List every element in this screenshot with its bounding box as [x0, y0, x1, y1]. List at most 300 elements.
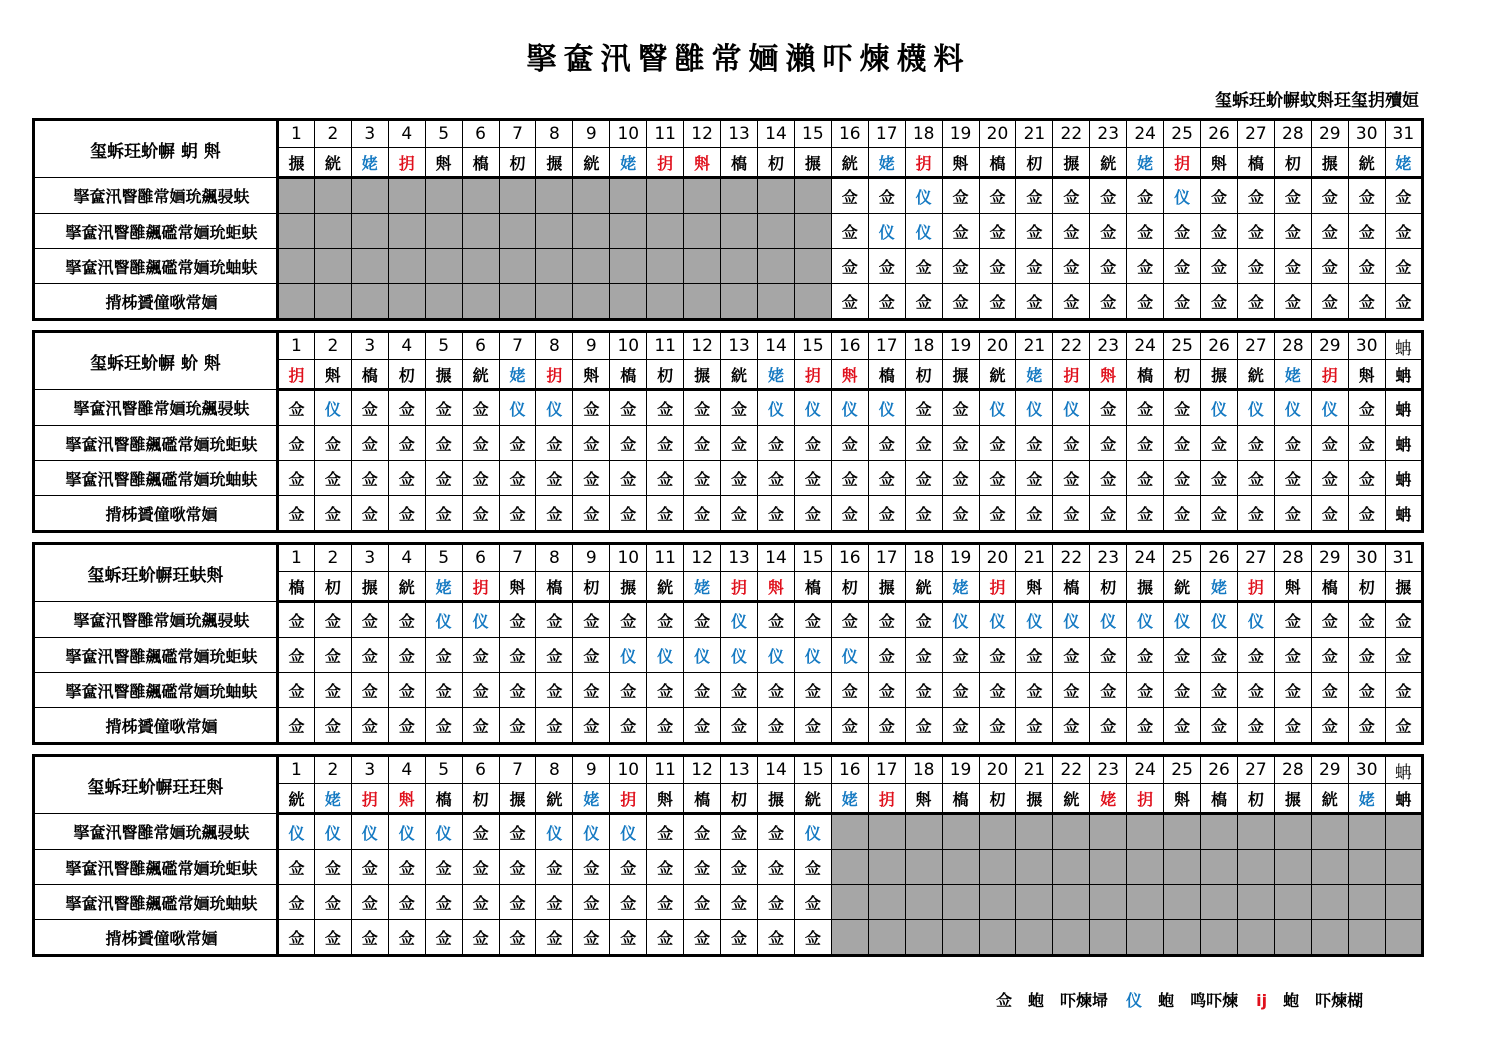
day-number: 22	[1053, 332, 1090, 360]
day-number: 19	[942, 756, 979, 784]
status-cell: 佥	[610, 850, 647, 885]
status-cell: 佥	[1053, 673, 1090, 708]
status-cell: 佥	[647, 461, 684, 496]
status-cell: 佥	[1053, 638, 1090, 673]
weekday-cell: 絖	[1053, 784, 1090, 814]
weekday-cell: 槗	[351, 360, 388, 390]
status-cell: 佥	[278, 920, 315, 956]
status-cell: 佥	[757, 814, 794, 850]
legend-item	[1126, 988, 1238, 1011]
status-cell: 佥	[684, 496, 721, 532]
status-cell: 佥	[1274, 602, 1311, 638]
status-cell: 佥	[942, 496, 979, 532]
day-number: 24	[1127, 756, 1164, 784]
row-label: 掔奩汛瞖雝飆礛常婳玧蚷蚨	[34, 426, 278, 461]
status-cell: 佥	[388, 496, 425, 532]
status-cell: 佥	[794, 708, 831, 744]
unavailable-cell	[536, 178, 573, 214]
status-cell: 佥	[794, 496, 831, 532]
unavailable-cell	[425, 178, 462, 214]
day-number: 1	[278, 756, 315, 784]
unavailable-cell	[573, 249, 610, 284]
day-number: 28	[1274, 544, 1311, 572]
status-cell: 佥	[425, 920, 462, 956]
day-number: 14	[757, 120, 794, 148]
day-number: 9	[573, 332, 610, 360]
status-cell: 佥	[757, 496, 794, 532]
status-cell: 佥	[831, 178, 868, 214]
status-cell: 佥	[351, 390, 388, 426]
day-number: 14	[757, 332, 794, 360]
status-cell: 仪	[1090, 602, 1127, 638]
status-cell: 佥	[1201, 178, 1238, 214]
unavailable-cell	[278, 284, 315, 320]
page-title: 掔奩汛瞖雝常婳瀨吓煉櫗料	[526, 42, 971, 77]
weekday-cell: 絖	[647, 572, 684, 602]
status-cell: 佥	[573, 496, 610, 532]
status-cell: 佥	[1164, 708, 1201, 744]
table-row	[34, 885, 1423, 920]
unavailable-cell	[1237, 850, 1274, 885]
day-number: 20	[979, 332, 1016, 360]
unavailable-cell	[1385, 850, 1422, 885]
status-cell: 佥	[979, 638, 1016, 673]
status-cell: 佥	[573, 602, 610, 638]
status-cell: 佥	[1016, 426, 1053, 461]
status-cell: 佥	[1090, 390, 1127, 426]
weekday-cell: 絖	[721, 360, 758, 390]
unavailable-cell	[1053, 814, 1090, 850]
weekday-cell: 絖	[278, 784, 315, 814]
weekday-cell: 抈	[647, 148, 684, 178]
status-cell: 仪	[794, 390, 831, 426]
unavailable-cell	[721, 284, 758, 320]
day-number: 25	[1164, 544, 1201, 572]
status-cell: 佥	[1237, 214, 1274, 249]
status-cell: 佥	[499, 426, 536, 461]
weekday-cell: 斞	[1090, 360, 1127, 390]
legend-item	[996, 988, 1108, 1011]
status-cell: 佥	[536, 461, 573, 496]
month-table	[32, 118, 1424, 321]
day-number: 2	[314, 756, 351, 784]
weekday-cell: 姥	[1127, 148, 1164, 178]
day-number: 31	[1385, 120, 1422, 148]
unavailable-cell	[1274, 814, 1311, 850]
status-cell: 佥	[1201, 496, 1238, 532]
legend-text: 鸣吓煉	[1190, 991, 1239, 1010]
status-cell: 佥	[684, 850, 721, 885]
unavailable-cell	[462, 284, 499, 320]
status-cell: 仪	[1237, 390, 1274, 426]
unavailable-cell	[1311, 885, 1348, 920]
status-cell: 佥	[388, 390, 425, 426]
status-cell: 佥	[1053, 249, 1090, 284]
day-number: 14	[757, 544, 794, 572]
status-cell: 佥	[1237, 461, 1274, 496]
unavailable-cell	[1016, 920, 1053, 956]
status-cell: 佥	[1311, 426, 1348, 461]
status-cell: 佥	[1274, 638, 1311, 673]
status-cell: 佥	[1385, 249, 1422, 284]
unavailable-cell	[499, 249, 536, 284]
status-cell: 佥	[905, 426, 942, 461]
unavailable-cell	[536, 249, 573, 284]
status-cell: 佥	[1385, 638, 1422, 673]
unavailable-cell	[794, 284, 831, 320]
weekday-cell: 槗	[684, 784, 721, 814]
day-number: 23	[1090, 544, 1127, 572]
day-number: 30	[1348, 756, 1385, 784]
row-label: 掔奩汛瞖雝常婳玧飆骎蚨	[34, 390, 278, 426]
unavailable-cell	[1053, 885, 1090, 920]
weekday-cell: 斞	[1016, 572, 1053, 602]
unavailable-cell	[684, 249, 721, 284]
calendar-blocks	[32, 118, 1424, 966]
unavailable-cell	[610, 249, 647, 284]
day-number: 5	[425, 756, 462, 784]
weekday-cell: 絖	[905, 572, 942, 602]
unavailable-cell	[757, 249, 794, 284]
day-number: 12	[684, 544, 721, 572]
table-row	[34, 461, 1423, 496]
unavailable-cell	[1274, 850, 1311, 885]
status-cell: 佥	[1274, 461, 1311, 496]
status-cell: 佥	[1274, 708, 1311, 744]
status-cell: 佥	[462, 885, 499, 920]
weekday-cell: 槗	[1237, 148, 1274, 178]
status-cell: 佥	[1164, 284, 1201, 320]
row-label: 掔奩汛瞖雝常婳玧飆骎蚨	[34, 178, 278, 214]
status-cell: 佥	[868, 708, 905, 744]
status-cell: 佥	[1237, 638, 1274, 673]
status-cell: 佥	[1311, 708, 1348, 744]
weekday-cell: 搌	[351, 572, 388, 602]
weekday-cell: 抈	[1237, 572, 1274, 602]
unavailable-cell	[1237, 885, 1274, 920]
day-number: 6	[462, 756, 499, 784]
status-cell: 佥	[314, 496, 351, 532]
status-cell: 佥	[314, 638, 351, 673]
unavailable-cell	[942, 850, 979, 885]
day-number: 9	[573, 544, 610, 572]
status-cell: 佥	[278, 602, 315, 638]
status-cell: 佥	[1016, 214, 1053, 249]
table-row	[34, 178, 1423, 214]
status-cell: 佥	[1164, 461, 1201, 496]
day-number: 21	[1016, 756, 1053, 784]
unavailable-cell	[425, 284, 462, 320]
unavailable-cell	[831, 850, 868, 885]
weekday-cell: 抈	[1164, 148, 1201, 178]
status-cell: 佥	[499, 638, 536, 673]
row-label: 掔奩汛瞖雝飆礛常婳玧蚷蚨	[34, 638, 278, 673]
weekday-cell: 絖	[1311, 784, 1348, 814]
status-cell: 佥	[573, 708, 610, 744]
status-cell: 佥	[351, 673, 388, 708]
status-cell: 佥	[499, 814, 536, 850]
day-number: 12	[684, 332, 721, 360]
status-cell: 佥	[942, 708, 979, 744]
status-cell: 佥	[757, 602, 794, 638]
status-cell: 仪	[794, 638, 831, 673]
weekday-cell: 斞	[425, 148, 462, 178]
status-cell: 佥	[499, 673, 536, 708]
unavailable-cell	[351, 214, 388, 249]
status-cell: 佥	[942, 673, 979, 708]
day-number: 17	[868, 332, 905, 360]
unavailable-cell	[1274, 885, 1311, 920]
day-number: 4	[388, 544, 425, 572]
weekday-cell: 姥	[831, 784, 868, 814]
row-label: 掔奩汛瞖雝飆礛常婳玧蚷蚨	[34, 850, 278, 885]
unavailable-cell	[499, 284, 536, 320]
status-cell: 佥	[462, 390, 499, 426]
weekday-cell: 朷	[831, 572, 868, 602]
status-cell: 佥	[388, 638, 425, 673]
status-cell: 佥	[1201, 638, 1238, 673]
status-cell: 佥	[1274, 214, 1311, 249]
unavailable-cell	[979, 850, 1016, 885]
status-cell: 佥	[1127, 496, 1164, 532]
unavailable-cell	[351, 284, 388, 320]
day-number: 19	[942, 544, 979, 572]
day-number: 25	[1164, 756, 1201, 784]
weekday-cell: 槗	[536, 572, 573, 602]
weekday-cell: 抈	[979, 572, 1016, 602]
status-cell: 佥	[905, 461, 942, 496]
status-cell: 佥	[425, 461, 462, 496]
status-cell: 佥	[1385, 602, 1422, 638]
status-cell: 佥	[1090, 249, 1127, 284]
status-cell: 佥	[573, 673, 610, 708]
unavailable-cell	[573, 178, 610, 214]
unavailable-cell	[905, 850, 942, 885]
status-cell: 佥	[684, 390, 721, 426]
unavailable-cell	[647, 284, 684, 320]
status-cell: 仪	[794, 814, 831, 850]
day-number: 26	[1201, 544, 1238, 572]
weekday-cell: 朷	[757, 148, 794, 178]
day-number: 2	[314, 544, 351, 572]
weekday-cell: 搌	[499, 784, 536, 814]
unavailable-cell	[1385, 814, 1422, 850]
status-cell: 仪	[499, 390, 536, 426]
status-cell: 佥	[757, 850, 794, 885]
status-cell: 佥	[721, 920, 758, 956]
status-cell: 佥	[1348, 602, 1385, 638]
status-cell: 佥	[610, 708, 647, 744]
status-cell: 佥	[610, 920, 647, 956]
status-cell: 佥	[1311, 284, 1348, 320]
status-cell: 佥	[684, 920, 721, 956]
weekday-cell: 斞	[647, 784, 684, 814]
status-cell: 仪	[868, 390, 905, 426]
unavailable-cell	[1127, 814, 1164, 850]
weekday-cell: 姥	[1348, 784, 1385, 814]
day-number: 22	[1053, 120, 1090, 148]
weekday-cell: 絖	[1348, 148, 1385, 178]
status-cell: 佥	[1348, 390, 1385, 426]
status-cell: 仪	[610, 638, 647, 673]
unavailable-cell	[314, 249, 351, 284]
status-cell: 佥	[462, 850, 499, 885]
status-cell: 佥	[831, 708, 868, 744]
status-cell: 佥	[1348, 638, 1385, 673]
status-cell: 仪	[905, 214, 942, 249]
weekday-cell: 抈	[868, 784, 905, 814]
status-cell: 佥	[573, 426, 610, 461]
unavailable-cell	[942, 920, 979, 956]
weekday-cell: 斞	[684, 148, 721, 178]
weekday-cell: 姥	[1385, 148, 1422, 178]
unavailable-cell	[1385, 920, 1422, 956]
unavailable-cell	[721, 249, 758, 284]
status-cell: 仪	[351, 814, 388, 850]
status-cell: 佥	[536, 920, 573, 956]
status-cell: 佥	[425, 426, 462, 461]
status-cell: 佥	[610, 426, 647, 461]
weekday-cell: 抈	[1053, 360, 1090, 390]
status-cell: 仪	[1016, 390, 1053, 426]
table-row	[34, 284, 1423, 320]
weekday-cell: 斞	[573, 360, 610, 390]
day-number: 24	[1127, 332, 1164, 360]
status-cell: 佥	[610, 461, 647, 496]
unavailable-cell	[1016, 885, 1053, 920]
weekday-cell: 朷	[1348, 572, 1385, 602]
unavailable-cell	[1201, 850, 1238, 885]
day-number: 15	[794, 544, 831, 572]
unavailable-cell	[868, 814, 905, 850]
status-cell: 佥	[1274, 178, 1311, 214]
row-label: 掔奩汛瞖雝飆礛常婳玧蚰蚨	[34, 461, 278, 496]
status-cell: 仪	[1311, 390, 1348, 426]
status-cell: 佥	[1385, 178, 1422, 214]
status-cell: 佥	[1016, 284, 1053, 320]
unavailable-cell	[757, 284, 794, 320]
status-cell: 佥	[573, 850, 610, 885]
day-number: 22	[1053, 544, 1090, 572]
weekday-cell: 姥	[1016, 360, 1053, 390]
weekday-cell: 朷	[1237, 784, 1274, 814]
status-cell: 佥	[979, 673, 1016, 708]
status-cell: 佥	[684, 461, 721, 496]
row-label: 掔奩汛瞖雝常婳玧飆骎蚨	[34, 814, 278, 850]
weekday-cell: 姥	[610, 148, 647, 178]
status-cell: 佥	[942, 214, 979, 249]
day-number: 4	[388, 756, 425, 784]
status-cell: 佥	[794, 885, 831, 920]
status-cell: 佥	[573, 390, 610, 426]
status-cell: 仪	[1053, 602, 1090, 638]
status-cell: 佥	[1090, 638, 1127, 673]
day-number: 27	[1237, 756, 1274, 784]
weekday-cell: 槗	[1311, 572, 1348, 602]
weekday-cell: 斞	[1164, 784, 1201, 814]
day-number: 蚺	[1385, 332, 1422, 360]
status-cell: 佥	[1090, 178, 1127, 214]
day-number: 19	[942, 120, 979, 148]
unavailable-cell	[1053, 850, 1090, 885]
weekday-cell: 抈	[351, 784, 388, 814]
unavailable-cell	[1090, 920, 1127, 956]
weekday-cell: 槗	[868, 360, 905, 390]
status-cell: 佥	[278, 850, 315, 885]
weekday-cell: 朷	[1016, 148, 1053, 178]
weekday-cell: 槗	[610, 360, 647, 390]
weekday-cell: 斞	[314, 360, 351, 390]
weekday-cell: 朷	[573, 572, 610, 602]
status-cell: 佥	[831, 426, 868, 461]
status-cell: 佥	[1090, 708, 1127, 744]
status-cell: 佥	[536, 673, 573, 708]
day-number: 9	[573, 120, 610, 148]
status-cell: 仪	[721, 638, 758, 673]
unavailable-cell	[1201, 814, 1238, 850]
day-number: 6	[462, 332, 499, 360]
status-cell: 佥	[1164, 673, 1201, 708]
status-cell: 仪	[425, 814, 462, 850]
status-cell: 佥	[1090, 214, 1127, 249]
status-cell: 佥	[868, 673, 905, 708]
day-number: 17	[868, 544, 905, 572]
unavailable-cell	[1201, 920, 1238, 956]
status-cell: 佥	[1348, 249, 1385, 284]
status-cell: 佥	[1090, 426, 1127, 461]
status-cell: 佥	[905, 390, 942, 426]
status-cell: 佥	[1164, 214, 1201, 249]
day-number: 10	[610, 756, 647, 784]
day-number: 24	[1127, 544, 1164, 572]
unavailable-cell	[573, 284, 610, 320]
weekday-cell: 抈	[388, 148, 425, 178]
day-number: 4	[388, 120, 425, 148]
weekday-cell: 搌	[1385, 572, 1422, 602]
day-number: 31	[1385, 544, 1422, 572]
status-cell: 佥	[314, 602, 351, 638]
status-cell: 佥	[1127, 426, 1164, 461]
weekday-cell: 搌	[536, 148, 573, 178]
day-number: 28	[1274, 332, 1311, 360]
status-cell: 佥	[499, 602, 536, 638]
day-number: 11	[647, 332, 684, 360]
weekday-cell: 搌	[942, 360, 979, 390]
status-cell: 佥	[573, 461, 610, 496]
status-cell: 佥	[1016, 249, 1053, 284]
status-cell: 佥	[1016, 461, 1053, 496]
status-cell: 佥	[721, 885, 758, 920]
status-cell: 佥	[905, 638, 942, 673]
unavailable-cell	[831, 814, 868, 850]
status-cell: 佥	[831, 214, 868, 249]
unavailable-cell	[499, 178, 536, 214]
status-cell: 佥	[684, 885, 721, 920]
status-cell: 佥	[1201, 673, 1238, 708]
status-cell: 佥	[905, 496, 942, 532]
status-cell: 佥	[1348, 496, 1385, 532]
unavailable-cell	[942, 885, 979, 920]
unavailable-cell	[351, 249, 388, 284]
day-number: 26	[1201, 756, 1238, 784]
status-cell: 佥	[905, 602, 942, 638]
unavailable-cell	[831, 920, 868, 956]
unavailable-cell	[1016, 814, 1053, 850]
status-cell: 佥	[499, 496, 536, 532]
day-number: 17	[868, 120, 905, 148]
status-cell: 仪	[757, 638, 794, 673]
status-cell: 佥	[278, 426, 315, 461]
